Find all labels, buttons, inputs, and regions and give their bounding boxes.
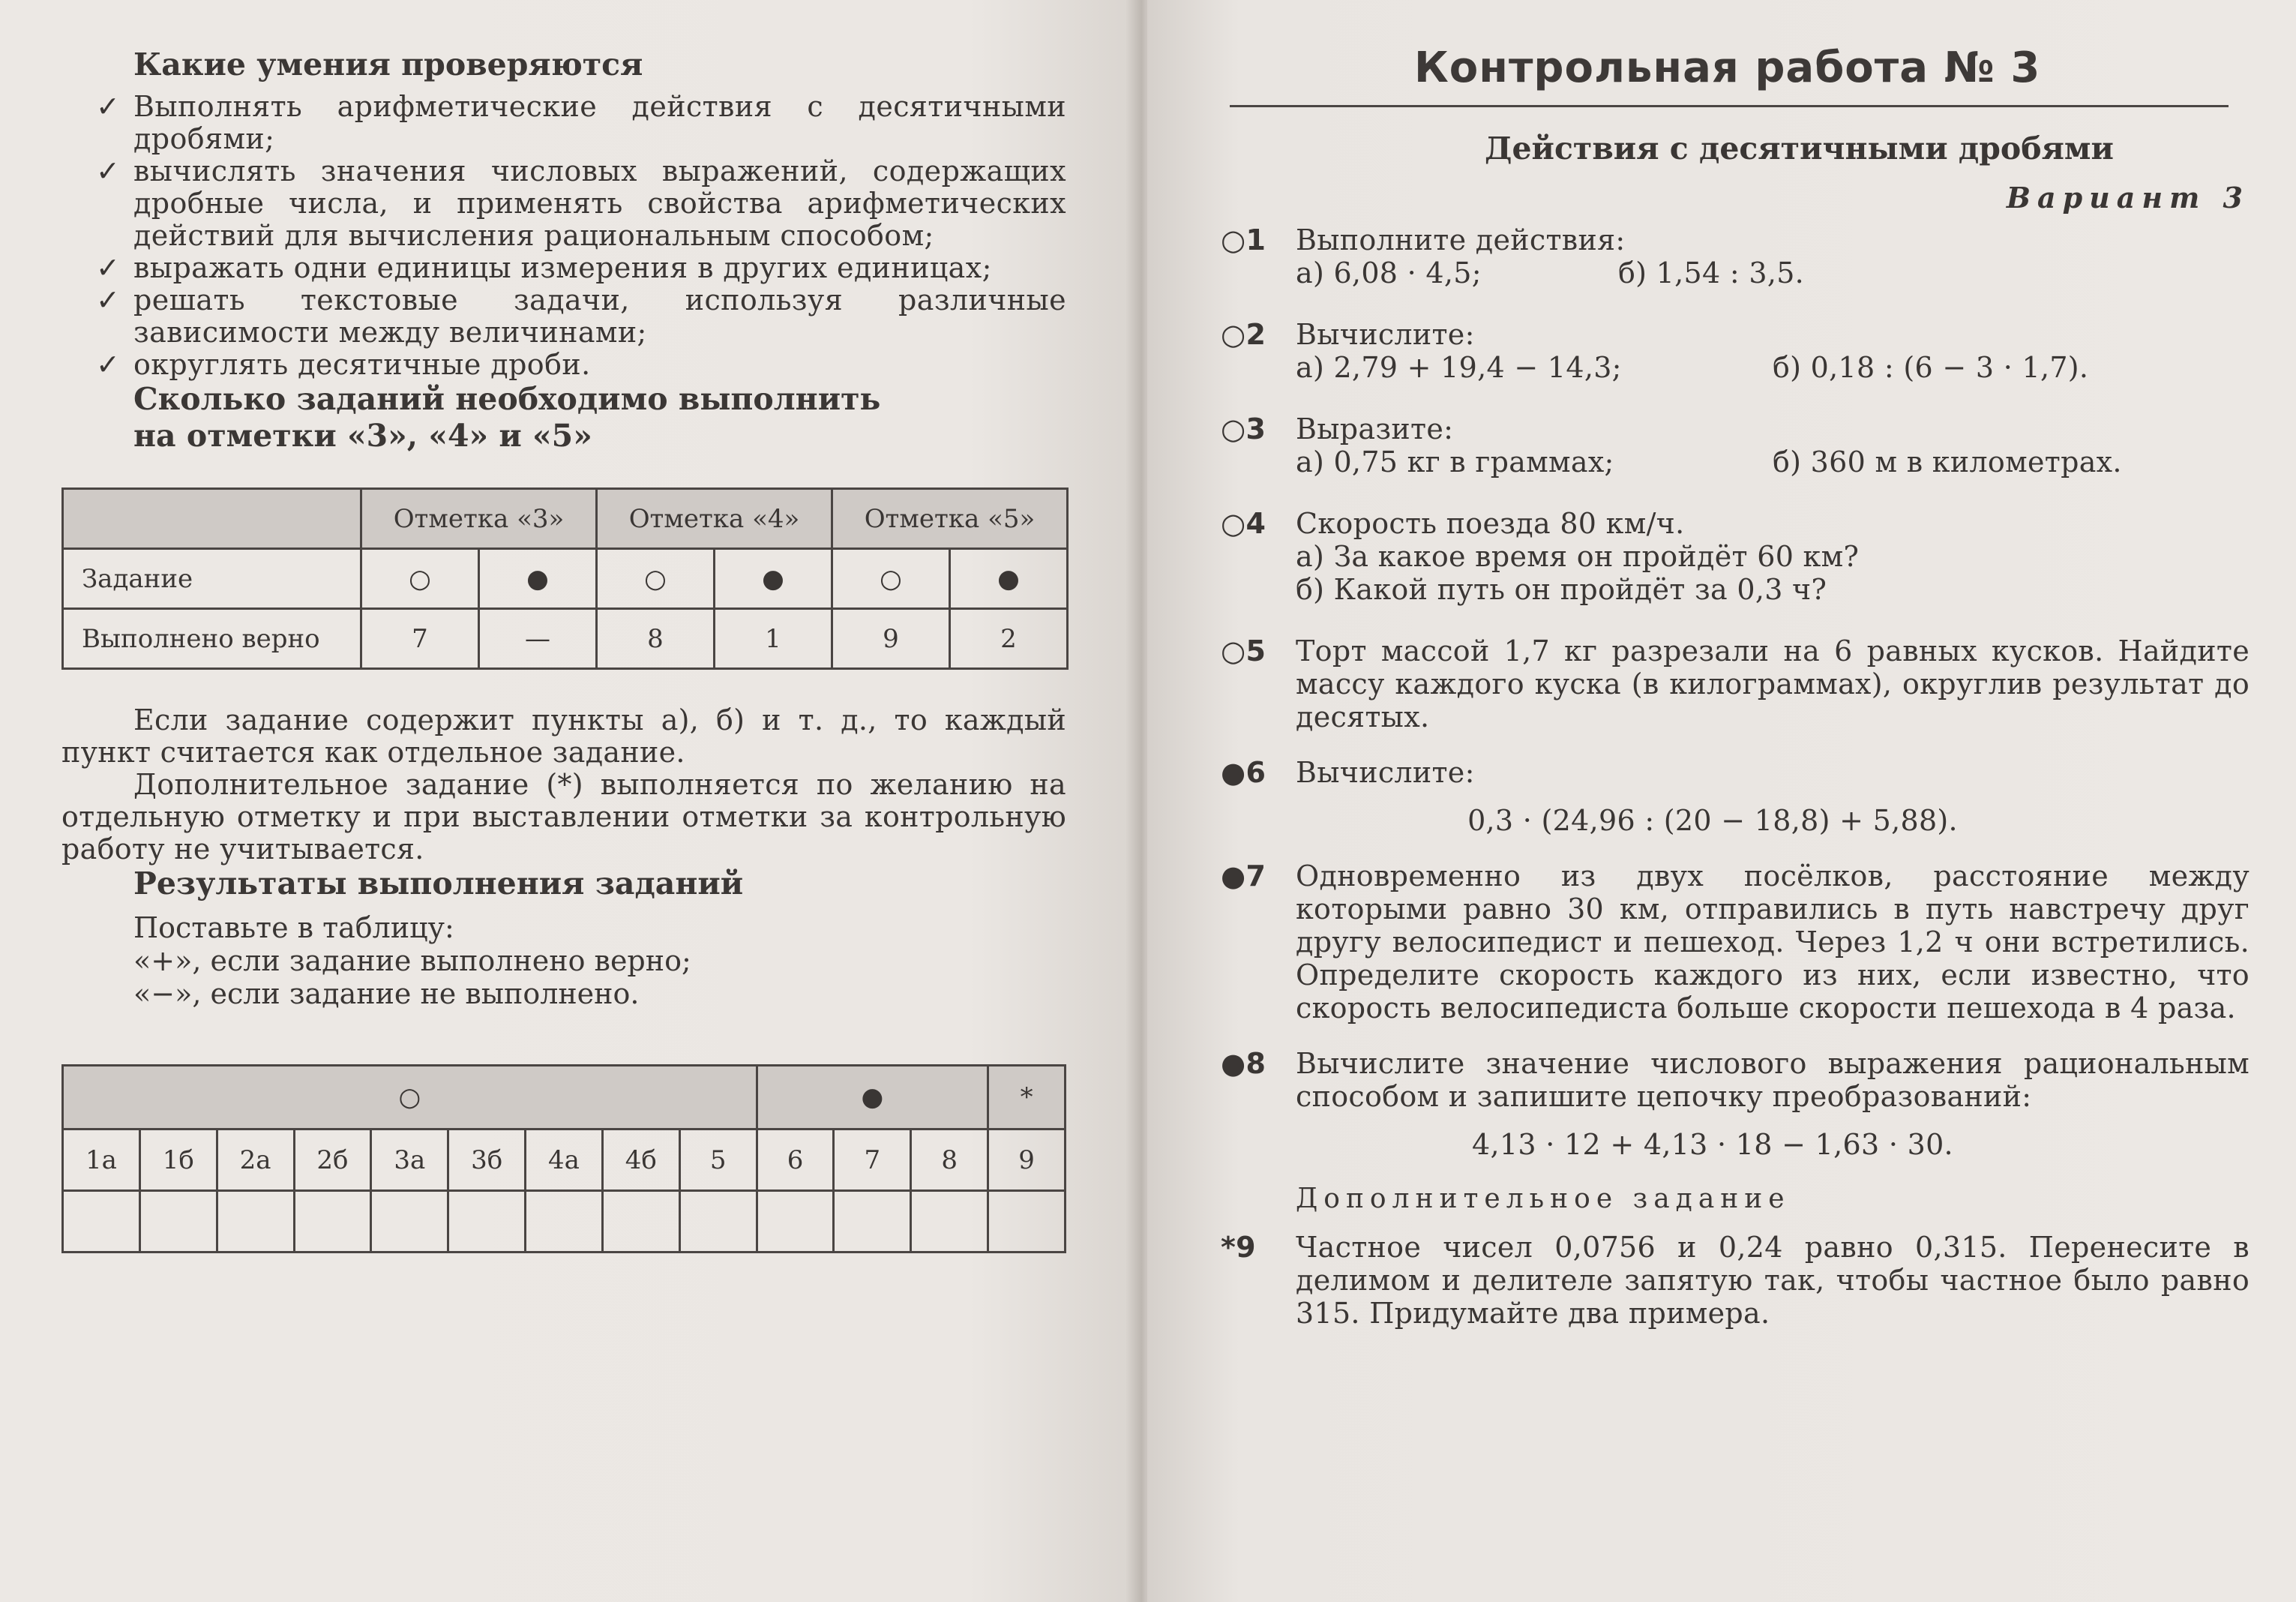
answer-cell[interactable] (448, 1191, 526, 1252)
grades-corner-cell (63, 489, 361, 549)
grade-3-header: Отметка «3» (361, 489, 597, 549)
task-count-heading (61, 381, 1066, 454)
task-number: ○4 (1221, 507, 1266, 540)
results-instructions (61, 911, 1066, 1010)
basic-level-icon: ○ (832, 549, 950, 609)
task-part-b: б) 1,54 : 3,5. (1618, 256, 1805, 290)
task-parts (1296, 446, 2250, 478)
results-line: «−», если задание не выполнено. (133, 977, 640, 1010)
check-icon: ✓ (96, 251, 121, 284)
task-expression: 0,3 · (24,96 : (20 − 18,8) + 5,88). (1467, 804, 1958, 837)
answer-cell[interactable] (911, 1191, 988, 1252)
title-divider (1230, 105, 2229, 107)
answer-cell[interactable] (294, 1191, 371, 1252)
answer-cell[interactable] (63, 1191, 140, 1252)
grade-4-header: Отметка «4» (597, 489, 832, 549)
task-text: Скорость поезда 80 км/ч. (1296, 507, 1685, 540)
task-column-label: 3а (371, 1130, 448, 1191)
advanced-level-icon: ● (950, 549, 1068, 609)
count-cell: 1 (715, 609, 832, 669)
note-paragraph-2: Дополнительное задание (*) выполняется по желанию на отдельную отметку и при выставлении отметки за контрольную работу не учитывается. (61, 768, 1066, 866)
skill-item (61, 252, 1066, 284)
task-number: ●8 (1221, 1047, 1266, 1080)
task-text: Вычислите: (1296, 756, 1475, 789)
task-text: Торт массой 1,7 кг разрезали на 6 равных кусков. Найдите массу каждого куска (в килограммах), округлив результат до десятых. (1296, 634, 2250, 734)
advanced-level-icon: ● (715, 549, 832, 609)
task-column-label: 3б (448, 1130, 526, 1191)
check-icon: ✓ (96, 154, 121, 188)
answer-cell[interactable] (602, 1191, 679, 1252)
grades-task-row (63, 549, 1068, 609)
results-columns-row (63, 1130, 1066, 1191)
advanced-level-icon: ● (479, 549, 597, 609)
task-number: ●6 (1221, 756, 1266, 789)
task-column-label: 6 (757, 1130, 834, 1191)
task-part-b: б) 360 м в километрах. (1773, 446, 2122, 478)
answer-cell[interactable] (757, 1191, 834, 1252)
task-4 (1221, 507, 2250, 606)
task-text: Вычислите значение числового выражения рациональным способом и запишите цепочку преобразований: (1296, 1047, 2250, 1113)
row-label-task: Задание (63, 549, 361, 609)
task-column-label: 8 (911, 1130, 988, 1191)
task-count-heading-line1: Сколько заданий необходимо выполнить (133, 381, 881, 417)
task-part-b: б) 0,18 : (6 − 3 · 1,7). (1773, 351, 2089, 384)
task-column-label: 2а (217, 1130, 294, 1191)
task-part-a: а) За какое время он пройдёт 60 км? (1296, 540, 1860, 573)
skill-text: Выполнять арифметические действия с десятичными дробями; (133, 90, 1066, 155)
check-icon: ✓ (96, 90, 121, 123)
advanced-tasks-group-header: ● (757, 1066, 988, 1130)
task-column-label: 4б (602, 1130, 679, 1191)
skill-text: выражать одни единицы измерения в других единицах; (133, 251, 992, 284)
task-9 (1221, 1231, 2250, 1330)
count-cell: 9 (832, 609, 950, 669)
task-expression: 4,13 · 12 + 4,13 · 18 − 1,63 · 30. (1472, 1128, 1953, 1161)
skill-item (61, 91, 1066, 155)
grades-header-row (63, 489, 1068, 549)
task-number: ●7 (1221, 860, 1266, 892)
task-text: Выразите: (1296, 412, 1454, 446)
skill-item (61, 284, 1066, 349)
task-column-label: 5 (679, 1130, 757, 1191)
results-line: «+», если задание выполнено верно; (133, 944, 691, 977)
right-page (1147, 0, 2296, 1602)
task-8 (1221, 1047, 2250, 1161)
count-cell: 8 (597, 609, 715, 669)
count-cell: — (479, 609, 597, 669)
task-3 (1221, 412, 2250, 478)
grades-done-row (63, 609, 1068, 669)
task-parts (1296, 351, 2250, 384)
answer-cell[interactable] (371, 1191, 448, 1252)
answer-cell[interactable] (526, 1191, 603, 1252)
task-text: Вычислите: (1296, 318, 1475, 351)
task-part-b: б) Какой путь он пройдёт за 0,3 ч? (1296, 573, 1827, 606)
page-subtitle: Действия с десятичными дробями (1485, 130, 2114, 166)
answer-cell[interactable] (139, 1191, 217, 1252)
task-number: ○5 (1221, 634, 1266, 668)
task-number: *9 (1221, 1231, 1256, 1264)
basic-tasks-group-header: ○ (63, 1066, 757, 1130)
skill-text: округлять десятичные дроби. (133, 348, 591, 381)
task-parts (1296, 256, 2250, 290)
results-answer-row (63, 1191, 1066, 1252)
count-cell: 2 (950, 609, 1068, 669)
task-column-label: 9 (988, 1130, 1066, 1191)
left-page-content (61, 46, 1066, 1253)
skill-text: решать текстовые задачи, используя различные зависимости между величинами; (133, 284, 1066, 349)
extra-task-heading: Дополнительное задание (1296, 1184, 1791, 1214)
basic-level-icon: ○ (597, 549, 715, 609)
results-line: Поставьте в таблицу: (133, 911, 454, 944)
variant-label: Вариант 3 (2006, 181, 2250, 214)
skills-list (61, 91, 1066, 381)
instructions-note (61, 704, 1066, 866)
task-5 (1221, 634, 2250, 734)
left-page (0, 0, 1140, 1602)
task-column-label: 7 (834, 1130, 911, 1191)
basic-level-icon: ○ (361, 549, 479, 609)
grade-5-header: Отметка «5» (832, 489, 1068, 549)
task-text: Выполните действия: (1296, 224, 1626, 256)
task-2 (1221, 318, 2250, 384)
task-1 (1221, 224, 2250, 290)
task-7 (1221, 860, 2250, 1024)
task-number: ○1 (1221, 224, 1266, 256)
task-part-a: а) 0,75 кг в граммах; (1296, 446, 1614, 478)
right-page-content (1221, 42, 2250, 1330)
count-cell: 7 (361, 609, 479, 669)
task-text: Частное чисел 0,0756 и 0,24 равно 0,315. Перенесите в делимом и делителе запятую так, чтобы частное было равно 315. Придумайте два примера. (1296, 1231, 2250, 1330)
skill-text: вычислять значения числовых выражений, содержащих дробные числа, и применять свойства арифметических действий для вычисления рациональным способом; (133, 154, 1066, 252)
answer-cell[interactable] (988, 1191, 1066, 1252)
task-text: Одновременно из двух посёлков, расстояние между которыми равно 30 км, отправились в путь навстречу друг другу велосипедист и пешеход. Через 1,2 ч они встретились. Определите скорость каждого из них, если известно, что скорость велосипедиста больше скорости пешехода в 4 раза. (1296, 860, 2250, 1024)
note-paragraph-1: Если задание содержит пункты а), б) и т. д., то каждый пункт считается как отдельное задание. (61, 704, 1066, 769)
task-column-label: 1а (63, 1130, 140, 1191)
skills-heading: Какие умения проверяются (133, 46, 643, 82)
answer-cell[interactable] (834, 1191, 911, 1252)
skill-item (61, 155, 1066, 252)
results-group-row (63, 1066, 1066, 1130)
task-part-a: а) 2,79 + 19,4 − 14,3; (1296, 351, 1622, 384)
answer-cell[interactable] (679, 1191, 757, 1252)
check-icon: ✓ (96, 348, 121, 381)
extra-task-group-header: * (988, 1066, 1066, 1130)
task-number: ○3 (1221, 412, 1266, 446)
task-column-label: 2б (294, 1130, 371, 1191)
answer-cell[interactable] (217, 1191, 294, 1252)
page-title: Контрольная работа № 3 (1414, 44, 2041, 92)
check-icon: ✓ (96, 284, 121, 316)
grades-table (61, 488, 1069, 670)
task-number: ○2 (1221, 318, 1266, 351)
task-column-label: 4а (526, 1130, 603, 1191)
task-column-label: 1б (139, 1130, 217, 1191)
task-part-a: а) 6,08 · 4,5; (1296, 256, 1482, 290)
row-label-done: Выполнено верно (63, 609, 361, 669)
task-count-heading-line2: на отметки «3», «4» и «5» (133, 418, 592, 454)
task-6 (1221, 756, 2250, 837)
skill-item (61, 349, 1066, 381)
results-heading: Результаты выполнения заданий (133, 866, 744, 902)
results-table (61, 1064, 1066, 1253)
